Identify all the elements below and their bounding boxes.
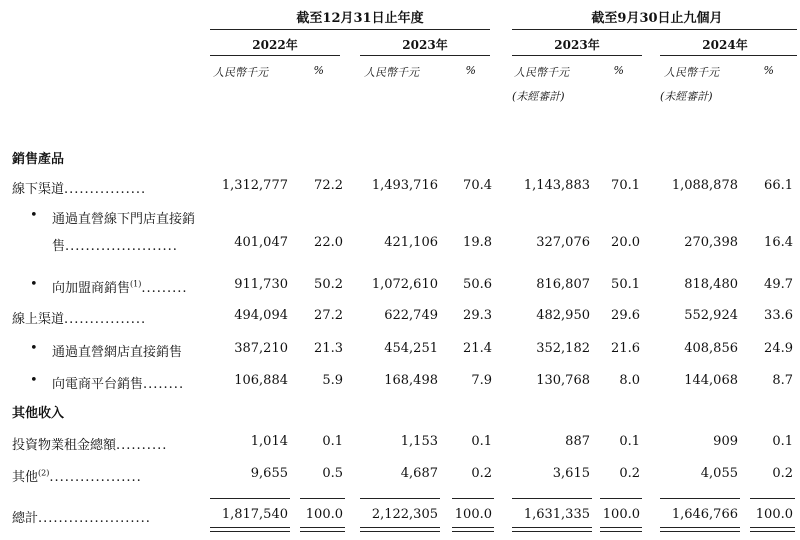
total-double-rule-5: [512, 527, 592, 532]
total-double-rule-1: [210, 527, 290, 532]
total-double-rule-2: [300, 527, 345, 532]
amount-cell: 130,768: [536, 373, 590, 388]
amount-cell: 168,498: [384, 373, 438, 388]
row-label-text: 向電商平台銷售: [52, 377, 144, 392]
percent-cell: 66.1: [764, 178, 793, 193]
amount-cell: 1,014: [250, 434, 288, 449]
percent-cell: 29.3: [463, 308, 492, 323]
amount-cell: 1,088,878: [671, 178, 738, 193]
amount-cell: 1,817,540: [221, 507, 288, 522]
row-label-line1: 通過直營線下門店直接銷: [52, 212, 196, 227]
amount-cell: 4,687: [400, 466, 438, 481]
percent-cell: 100.0: [305, 507, 343, 522]
row-label: [52, 341, 195, 360]
unit-header-3: 人民幣千元: [514, 66, 569, 79]
leader-dots: ......................: [65, 239, 178, 254]
percent-cell: 49.7: [764, 277, 793, 292]
percent-cell: 50.1: [611, 277, 640, 292]
percent-cell: 0.2: [619, 466, 640, 481]
total-top-rule-8: [750, 498, 795, 499]
total-double-rule-8: [750, 527, 795, 532]
amount-cell: 9,655: [250, 466, 288, 481]
total-top-rule-5: [512, 498, 592, 499]
amount-cell: 401,047: [234, 235, 288, 250]
percent-cell: 50.6: [463, 277, 492, 292]
row-label-text: 通過直營網店直接銷售: [52, 345, 183, 360]
total-top-rule-4: [452, 498, 494, 499]
total-label: [12, 507, 195, 526]
header-group-rule-2: [512, 29, 797, 30]
row-label-text: 線上渠道: [12, 312, 65, 327]
amount-cell: 911,730: [234, 277, 288, 292]
row-label: [12, 178, 195, 197]
footnote-marker: (1): [130, 279, 142, 289]
percent-cell: 33.6: [764, 308, 793, 323]
year-rule-1: [210, 55, 340, 56]
amount-cell: 454,251: [384, 341, 438, 356]
percent-cell: 24.9: [764, 341, 793, 356]
total-top-rule-3: [360, 498, 440, 499]
amount-cell: 408,856: [684, 341, 738, 356]
amount-cell: 887: [565, 434, 590, 449]
leader-dots: ................: [64, 182, 147, 197]
row-label: [12, 466, 195, 485]
percent-cell: 0.1: [322, 434, 343, 449]
pct-header-2: %: [465, 64, 476, 77]
amount-cell: 1,072,610: [371, 277, 438, 292]
unit-header-1: 人民幣千元: [213, 66, 268, 79]
amount-cell: 1,646,766: [671, 507, 738, 522]
percent-cell: 8.7: [772, 373, 793, 388]
amount-cell: 818,480: [684, 277, 738, 292]
amount-cell: 816,807: [536, 277, 590, 292]
leader-dots: ......................: [38, 511, 151, 526]
total-top-rule-6: [600, 498, 642, 499]
leader-dots: ........: [143, 377, 185, 392]
pct-header-3: %: [613, 64, 624, 77]
year-header-1: 2022年: [252, 38, 298, 52]
year-rule-3: [512, 55, 642, 56]
leader-dots: ................: [64, 312, 147, 327]
bullet-point: •: [30, 208, 38, 223]
amount-cell: 1,153: [400, 434, 438, 449]
pct-header-4: %: [763, 64, 774, 77]
leader-dots: ..................: [49, 470, 142, 485]
amount-cell: 144,068: [684, 373, 738, 388]
bullet-point: •: [30, 341, 38, 356]
percent-cell: 0.1: [471, 434, 492, 449]
percent-cell: 0.1: [619, 434, 640, 449]
amount-cell: 1,493,716: [371, 178, 438, 193]
header-group-fiscal-year: 截至12月31日止年度: [296, 11, 424, 26]
amount-cell: 352,182: [536, 341, 590, 356]
total-top-rule-7: [660, 498, 740, 499]
percent-cell: 8.0: [619, 373, 640, 388]
percent-cell: 72.2: [314, 178, 343, 193]
amount-cell: 552,924: [684, 308, 738, 323]
year-rule-2: [360, 55, 490, 56]
percent-cell: 27.2: [314, 308, 343, 323]
amount-cell: 106,884: [234, 373, 288, 388]
header-group-nine-months: 截至9月30日止九個月: [591, 11, 723, 26]
percent-cell: 100.0: [454, 507, 492, 522]
amount-cell: 270,398: [684, 235, 738, 250]
percent-cell: 70.1: [611, 178, 640, 193]
row-label-text: 線下渠道: [12, 182, 65, 197]
row-label: [52, 277, 195, 296]
total-top-rule-1: [210, 498, 290, 499]
percent-cell: 7.9: [471, 373, 492, 388]
amount-cell: 4,055: [700, 466, 738, 481]
percent-cell: 21.3: [314, 341, 343, 356]
amount-cell: 327,076: [536, 235, 590, 250]
amount-cell: 909: [713, 434, 738, 449]
amount-cell: 3,615: [552, 466, 590, 481]
amount-cell: 421,106: [384, 235, 438, 250]
section-title-other-income: 其他收入: [12, 406, 65, 421]
row-label-text: 總計: [12, 511, 39, 526]
percent-cell: 100.0: [755, 507, 793, 522]
year-rule-4: [660, 55, 797, 56]
pct-header-1: %: [313, 64, 324, 77]
header-group-rule-1: [210, 29, 490, 30]
row-label: [52, 235, 195, 254]
amount-cell: 482,950: [536, 308, 590, 323]
year-header-2: 2023年: [402, 38, 448, 52]
row-label-text: 其他: [12, 470, 39, 485]
percent-cell: 5.9: [322, 373, 343, 388]
percent-cell: 20.0: [611, 235, 640, 250]
bullet-point: •: [30, 277, 38, 292]
leader-dots: ..........: [116, 438, 168, 453]
percent-cell: 0.1: [772, 434, 793, 449]
total-top-rule-2: [300, 498, 345, 499]
percent-cell: 70.4: [463, 178, 492, 193]
unit-header-2: 人民幣千元: [364, 66, 419, 79]
row-label: [12, 308, 195, 327]
percent-cell: 29.6: [611, 308, 640, 323]
year-header-4: 2024年: [702, 38, 748, 52]
percent-cell: 22.0: [314, 235, 343, 250]
section-title-products: 銷售產品: [12, 152, 65, 167]
total-double-rule-4: [452, 527, 494, 532]
percent-cell: 16.4: [764, 235, 793, 250]
unit-header-4: 人民幣千元: [664, 66, 719, 79]
amount-cell: 494,094: [234, 308, 288, 323]
bullet-point: •: [30, 373, 38, 388]
amount-cell: 1,631,335: [523, 507, 590, 522]
row-label: [52, 373, 195, 392]
percent-cell: 100.0: [602, 507, 640, 522]
year-header-3: 2023年: [554, 38, 600, 52]
amount-cell: 1,312,777: [221, 178, 288, 193]
row-label-text: 售: [52, 239, 66, 254]
footnote-marker: (2): [38, 468, 50, 478]
unaudited-note-3: (未經審計): [512, 90, 565, 103]
percent-cell: 0.5: [322, 466, 343, 481]
percent-cell: 21.6: [611, 341, 640, 356]
total-double-rule-6: [600, 527, 642, 532]
percent-cell: 0.2: [471, 466, 492, 481]
total-double-rule-3: [360, 527, 440, 532]
percent-cell: 0.2: [772, 466, 793, 481]
amount-cell: 1,143,883: [523, 178, 590, 193]
row-label: [12, 434, 195, 453]
percent-cell: 21.4: [463, 341, 492, 356]
row-label-text: 投資物業租金總額: [12, 438, 117, 453]
amount-cell: 622,749: [384, 308, 438, 323]
amount-cell: 2,122,305: [371, 507, 438, 522]
percent-cell: 50.2: [314, 277, 343, 292]
leader-dots: .........: [141, 281, 188, 296]
row-label-text: 向加盟商銷售: [52, 281, 131, 296]
total-double-rule-7: [660, 527, 740, 532]
percent-cell: 19.8: [463, 235, 492, 250]
amount-cell: 387,210: [234, 341, 288, 356]
unaudited-note-4: (未經審計): [660, 90, 713, 103]
